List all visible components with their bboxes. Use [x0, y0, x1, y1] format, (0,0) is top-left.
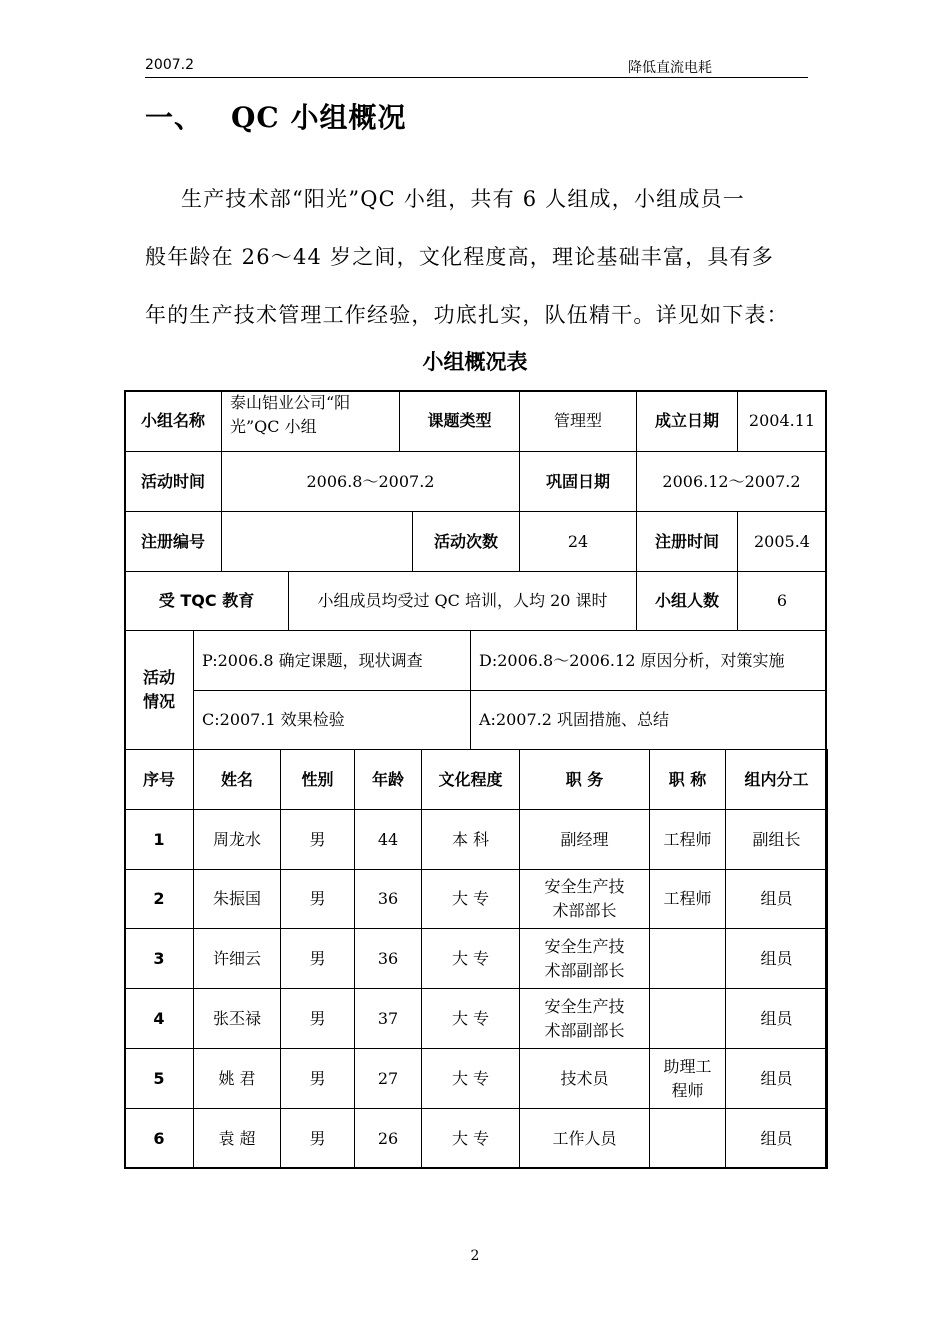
member-title: 工程师 [649, 809, 726, 870]
member-age: 44 [354, 809, 422, 870]
member-role: 副组长 [725, 809, 828, 870]
member-name: 张丕禄 [193, 988, 281, 1049]
table-title: 小组概况表 [422, 350, 528, 374]
member-title [649, 928, 726, 989]
section-number: 一、 [145, 101, 204, 134]
founded-label: 成立日期 [636, 390, 738, 452]
member-title: 助理工 程师 [649, 1048, 726, 1109]
consolidate-value: 2006.12～2007.2 [636, 451, 827, 512]
page-number: 2 [470, 1248, 480, 1264]
activity-label: 活动 情况 [124, 630, 194, 750]
member-sex: 男 [280, 1108, 355, 1169]
member-age: 36 [354, 928, 422, 989]
paragraph-line-1: 生产技术部“阳光”QC 小组，共有 6 人组成，小组成员一 [181, 187, 745, 211]
column-header-name-col: 姓名 [193, 749, 281, 810]
member-edu: 大 专 [421, 928, 520, 989]
column-header-duty-col: 职 务 [519, 749, 650, 810]
activity-do: D:2006.8～2006.12 原因分析，对策实施 [470, 630, 827, 691]
reg-time-value: 2005.4 [737, 511, 827, 572]
activity-time-value: 2006.8～2007.2 [221, 451, 520, 512]
member-duty: 技术员 [519, 1048, 650, 1109]
member-title [649, 1108, 726, 1169]
member-no: 1 [124, 809, 194, 870]
column-header-no-col: 序号 [124, 749, 194, 810]
member-title: 工程师 [649, 869, 726, 929]
activity-check: C:2007.1 效果检验 [193, 690, 471, 750]
member-age: 27 [354, 1048, 422, 1109]
tqc-value: 小组成员均受过 QC 培训，人均 20 课时 [288, 571, 637, 631]
member-sex: 男 [280, 1048, 355, 1109]
member-no: 2 [124, 869, 194, 929]
member-role: 组员 [725, 988, 828, 1049]
member-duty: 副经理 [519, 809, 650, 870]
header-topic: 降低直流电耗 [628, 60, 712, 76]
founded-value: 2004.11 [737, 390, 827, 452]
member-edu: 大 专 [421, 988, 520, 1049]
member-name: 袁 超 [193, 1108, 281, 1169]
member-sex: 男 [280, 928, 355, 989]
member-duty: 工作人员 [519, 1108, 650, 1169]
activity-act: A:2007.2 巩固措施、总结 [470, 690, 827, 750]
member-edu: 大 专 [421, 1108, 520, 1169]
paragraph-line-2: 般年龄在 26～44 岁之间，文化程度高，理论基础丰富，具有多 [145, 245, 774, 269]
member-no: 4 [124, 988, 194, 1049]
member-edu: 大 专 [421, 869, 520, 929]
intro-paragraph [145, 170, 810, 344]
member-no: 3 [124, 928, 194, 989]
member-title [649, 988, 726, 1049]
activity-plan: P:2006.8 确定课题，现状调查 [193, 630, 471, 691]
member-duty: 安全生产技 术部副部长 [519, 988, 650, 1049]
member-role: 组员 [725, 869, 828, 929]
member-name: 姚 君 [193, 1048, 281, 1109]
member-sex: 男 [280, 809, 355, 870]
column-header-sex-col: 性别 [280, 749, 355, 810]
member-edu: 本 科 [421, 809, 520, 870]
reg-time-label: 注册时间 [636, 511, 738, 572]
member-role: 组员 [725, 1048, 828, 1109]
activity-time-label: 活动时间 [124, 451, 222, 512]
member-sex: 男 [280, 988, 355, 1049]
member-no: 6 [124, 1108, 194, 1169]
member-role: 组员 [725, 928, 828, 989]
member-age: 26 [354, 1108, 422, 1169]
member-duty: 安全生产技 术部部长 [519, 869, 650, 929]
group-name-label: 小组名称 [124, 390, 222, 452]
header-date: 2007.2 [145, 57, 194, 73]
activity-count-label: 活动次数 [412, 511, 520, 572]
consolidate-label: 巩固日期 [519, 451, 637, 512]
members-count-label: 小组人数 [636, 571, 738, 631]
column-header-role-col: 组内分工 [725, 749, 828, 810]
header-rule [145, 77, 808, 78]
member-edu: 大 专 [421, 1048, 520, 1109]
member-role: 组员 [725, 1108, 828, 1169]
paragraph-line-3: 年的生产技术管理工作经验，功底扎实，队伍精干。详见如下表： [145, 303, 789, 327]
member-duty: 安全生产技 术部副部长 [519, 928, 650, 989]
reg-no-label: 注册编号 [124, 511, 222, 572]
section-title [145, 96, 406, 136]
topic-type-label: 课题类型 [399, 390, 520, 452]
member-sex: 男 [280, 869, 355, 929]
member-name: 朱振国 [193, 869, 281, 929]
group-name-value: 泰山铝业公司“阳 光”QC 小组 [221, 390, 400, 452]
member-no: 5 [124, 1048, 194, 1109]
member-name: 许细云 [193, 928, 281, 989]
tqc-label: 受 TQC 教育 [124, 571, 289, 631]
member-age: 37 [354, 988, 422, 1049]
member-age: 36 [354, 869, 422, 929]
members-count-value: 6 [737, 571, 827, 631]
column-header-edu-col: 文化程度 [421, 749, 520, 810]
member-name: 周龙水 [193, 809, 281, 870]
column-header-title-col: 职 称 [649, 749, 726, 810]
section-title-text: QC 小组概况 [231, 101, 407, 134]
topic-type-value: 管理型 [519, 390, 637, 452]
column-header-age-col: 年龄 [354, 749, 422, 810]
reg-no-value [221, 511, 413, 572]
activity-count-value: 24 [519, 511, 637, 572]
